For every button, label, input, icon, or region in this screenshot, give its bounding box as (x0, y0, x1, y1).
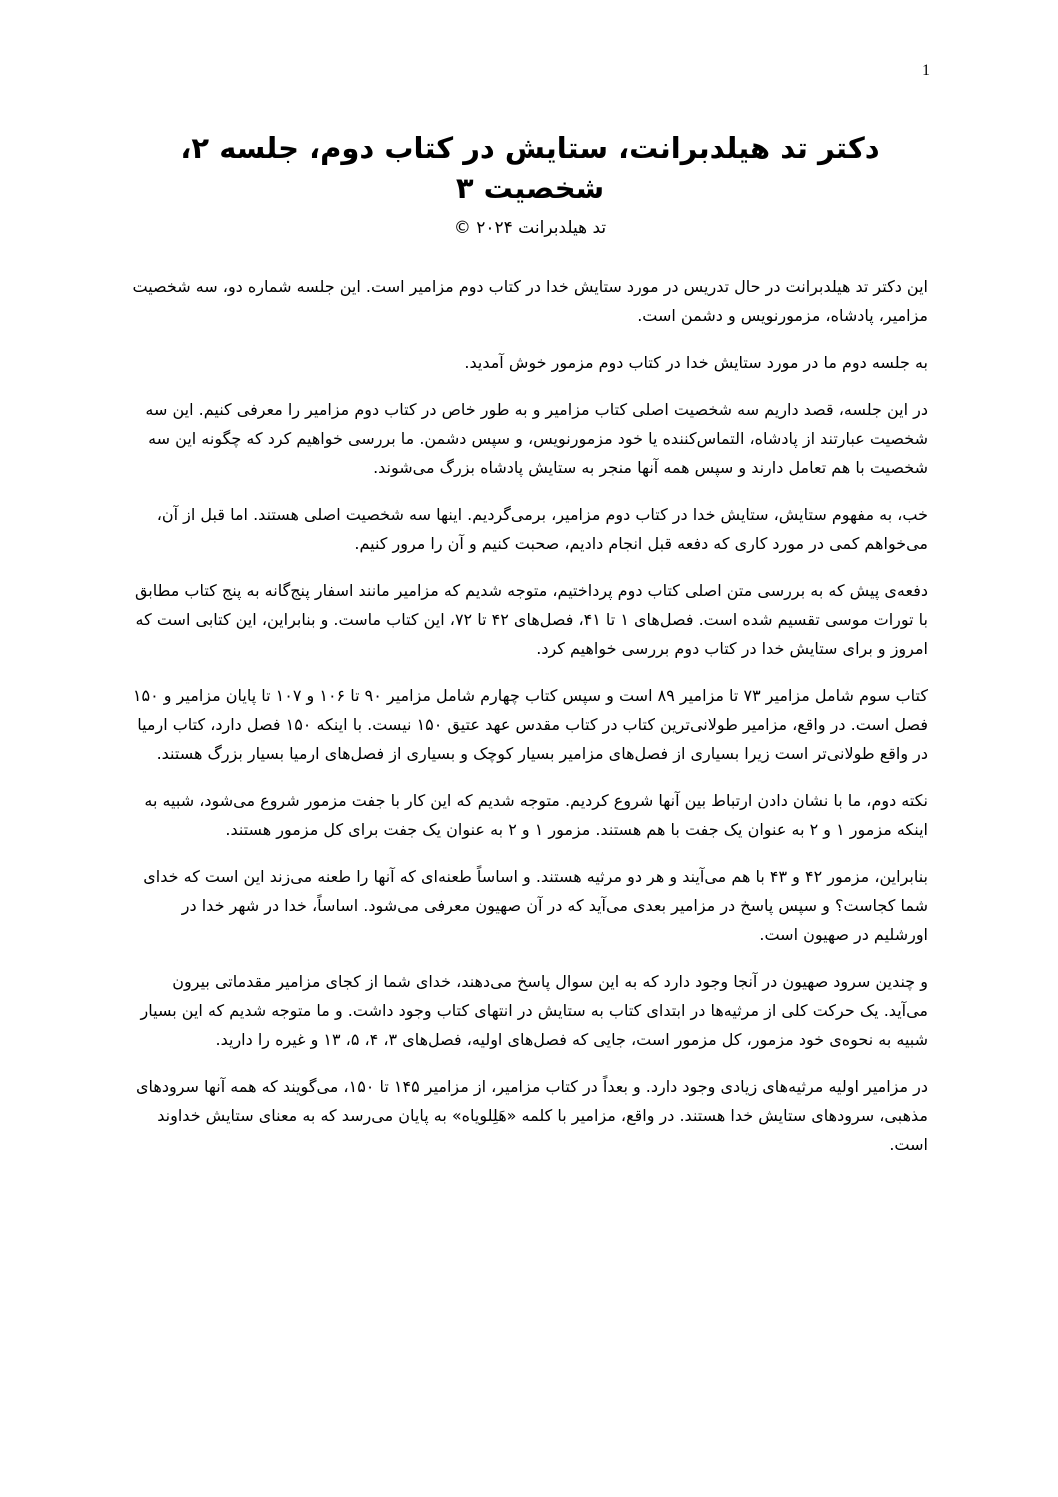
document-title: دکتر تد هیلدبرانت، ستایش در کتاب دوم، جلسه ۲، شخصیت ۳ (180, 131, 880, 205)
paragraph: در این جلسه، قصد داریم سه شخصیت اصلی کتاب مزامیر و به طور خاص در کتاب دوم مزامیر را معرفی کنیم. این سه شخصیت عبارتند از پادشاه، التماس‌کننده یا خود مزمورنویس، و سپس دشمن. ما بررسی خواهیم کرد که چگونه این سه شخصیت با هم تعامل دارند و سپس همه آنها منجر به ستایش پادشاه بزرگ می‌شوند. (145, 400, 928, 477)
paragraph: کتاب سوم شامل مزامیر ۷۳ تا مزامیر ۸۹ است و سپس کتاب چهارم شامل مزامیر ۹۰ تا ۱۰۶ و ۱۰۷ تا پایان مزامیر و ۱۵۰ فصل است. در واقع، مزامیر طولانی‌ترین کتاب در کتاب مقدس عهد عتیق ۱۵۰ نیست. با اینکه ۱۵۰ فصل دارد، کتاب ارمیا در واقع طولانی‌تر است زیرا بسیاری از فصل‌های مزامیر بسیار کوچک و بسیاری از فصل‌های ارمیا بسیار بزرگ هستند. (132, 686, 928, 763)
paragraph: نکته دوم، ما با نشان دادن ارتباط بین آنها شروع کردیم. متوجه شدیم که این کار با جفت مزمور شروع می‌شود، شبیه به اینکه مزمور ۱ و ۲ به عنوان یک جفت با هم هستند. مزمور ۱ و ۲ به عنوان یک جفت برای کل مزمور هستند. (144, 791, 928, 839)
paragraph: بنابراین، مزمور ۴۲ و ۴۳ با هم می‌آیند و هر دو مرثیه هستند. و اساساً طعنه‌ای که آنها را طعنه می‌زند این است که خدای شما کجاست؟ و سپس پاسخ در مزامیر بعدی می‌آید که در آن صهیون معرفی می‌شود. اساساً، خدا در شهر خدا در اورشلیم در صهیون است. (143, 867, 928, 944)
paragraph: در مزامیر اولیه مرثیه‌های زیادی وجود دارد. و بعداً در کتاب مزامیر، از مزامیر ۱۴۵ تا ۱۵۰، می‌گویند که همه آنها سرودهای مذهبی، سرودهای ستایش خدا هستند. در واقع، مزامیر با کلمه «هَلِلویاه» به پایان می‌رسد که به معنای ستایش خداوند است. (136, 1077, 928, 1154)
paragraph: و چندین سرود صهیون در آنجا وجود دارد که به این سوال پاسخ می‌دهند، خدای شما از کجای مزامیر مقدماتی بیرون می‌آید. یک حرکت کلی از مرثیه‌ها در ابتدای کتاب به ستایش در انتهای کتاب وجود داشت. و ما متوجه شدیم که این بسیار شبیه به نحوه‌ی خود مزمور، کل مزمور است، جایی که فصل‌های اولیه، فصل‌های ۳، ۴، ۵، ۱۳ و غیره را دارید. (140, 972, 928, 1049)
paragraph: خب، به مفهوم ستایش، ستایش خدا در کتاب دوم مزامیر، برمی‌گردیم. اینها سه شخصیت اصلی هستند. اما قبل از آن، می‌خواهم کمی در مورد کاری که دفعه قبل انجام دادیم، صحبت کنیم و آن را مرور کنیم. (156, 505, 928, 553)
copyright-line: تد هیلدبرانت ۲۰۲۴ © (453, 218, 607, 238)
paragraph: به جلسه دوم ما در مورد ستایش خدا در کتاب دوم مزمور خوش آمدید. (464, 353, 928, 372)
paragraph: دفعه‌ی پیش که به بررسی متن اصلی کتاب دوم پرداختیم، متوجه شدیم که مزامیر مانند اسفار پنج‌گانه به پنج کتاب مطابق با تورات موسی تقسیم شده است. فصل‌های ۱ تا ۴۱، فصل‌های ۴۲ تا ۷۲، این کتاب ماست. و بنابراین، این کتابی است که امروز و برای ستایش خدا در کتاب دوم بررسی خواهیم کرد. (134, 581, 928, 658)
paragraph: این دکتر تد هیلدبرانت در حال تدریس در مورد ستایش خدا در کتاب دوم مزامیر است. این جلسه شماره دو، سه شخصیت مزامیر، پادشاه، مزمورنویس و دشمن است. (132, 277, 928, 325)
document-body (126, 272, 928, 1177)
page-number: 1 (922, 62, 930, 79)
